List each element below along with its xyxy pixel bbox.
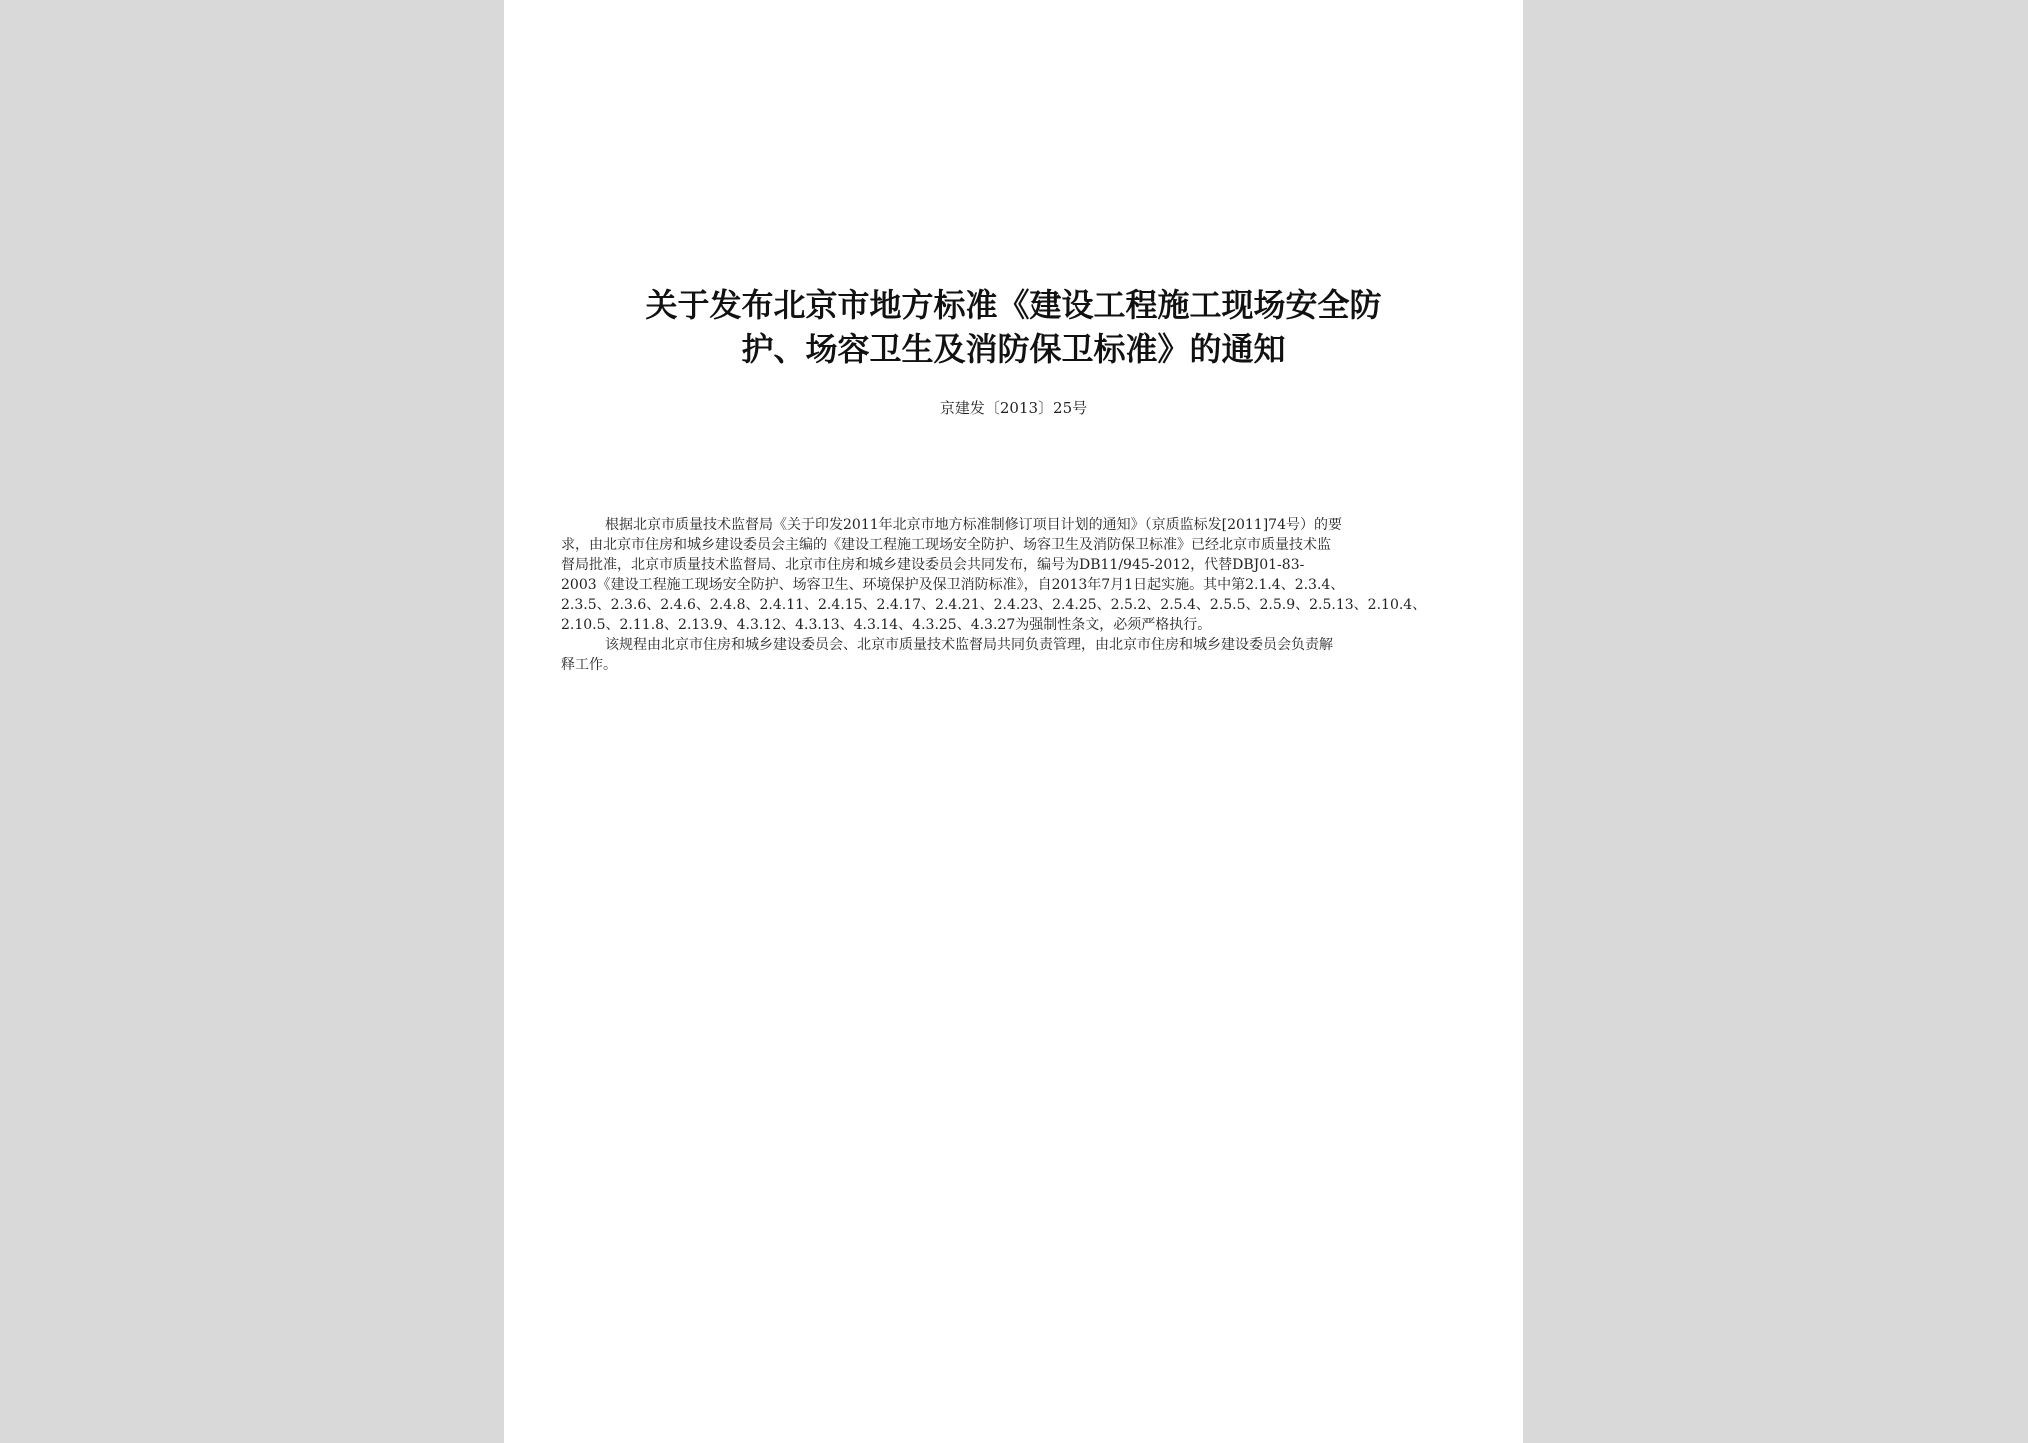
body-line-4: 2003《建设工程施工现场安全防护、场容卫生、环境保护及保卫消防标准》，自2013年7月1日起实施。其中第2.1.4、2.3.4、 (561, 577, 1345, 593)
document-body (561, 515, 1473, 675)
document-page (504, 0, 1523, 1443)
body-line-2: 求，由北京市住房和城乡建设委员会主编的《建设工程施工现场安全防护、场容卫生及消防保卫标准》已经北京市质量技术监 (561, 537, 1331, 553)
document-number: 京建发〔2013〕25号 (939, 399, 1088, 417)
body-line-7: 该规程由北京市住房和城乡建设委员会、北京市质量技术监督局共同负责管理，由北京市住房和城乡建设委员会负责解 (605, 637, 1333, 653)
body-line-5: 2.3.5、2.3.6、2.4.6、2.4.8、2.4.11、2.4.15、2.4.17、2.4.21、2.4.23、2.4.25、2.5.2、2.5.4、2.5.5、2.5.9、2.5.13、2.10.4、 (561, 597, 1427, 613)
title-line-2: 护、场容卫生及消防保卫标准》的通知 (741, 330, 1286, 368)
body-line-1: 根据北京市质量技术监督局《关于印发2011年北京市地方标准制修订项目计划的通知》（京质监标发[2011]74号）的要 (605, 517, 1342, 533)
body-line-8: 释工作。 (561, 657, 617, 673)
body-line-3: 督局批准，北京市质量技术监督局、北京市住房和城乡建设委员会共同发布，编号为DB11/945-2012，代替DBJ01-83- (561, 557, 1305, 573)
title-line-1: 关于发布北京市地方标准《建设工程施工现场安全防 (645, 286, 1382, 324)
document-title (504, 283, 1523, 371)
body-line-6: 2.10.5、2.11.8、2.13.9、4.3.12、4.3.13、4.3.14、4.3.25、4.3.27为强制性条文，必须严格执行。 (561, 617, 1212, 633)
